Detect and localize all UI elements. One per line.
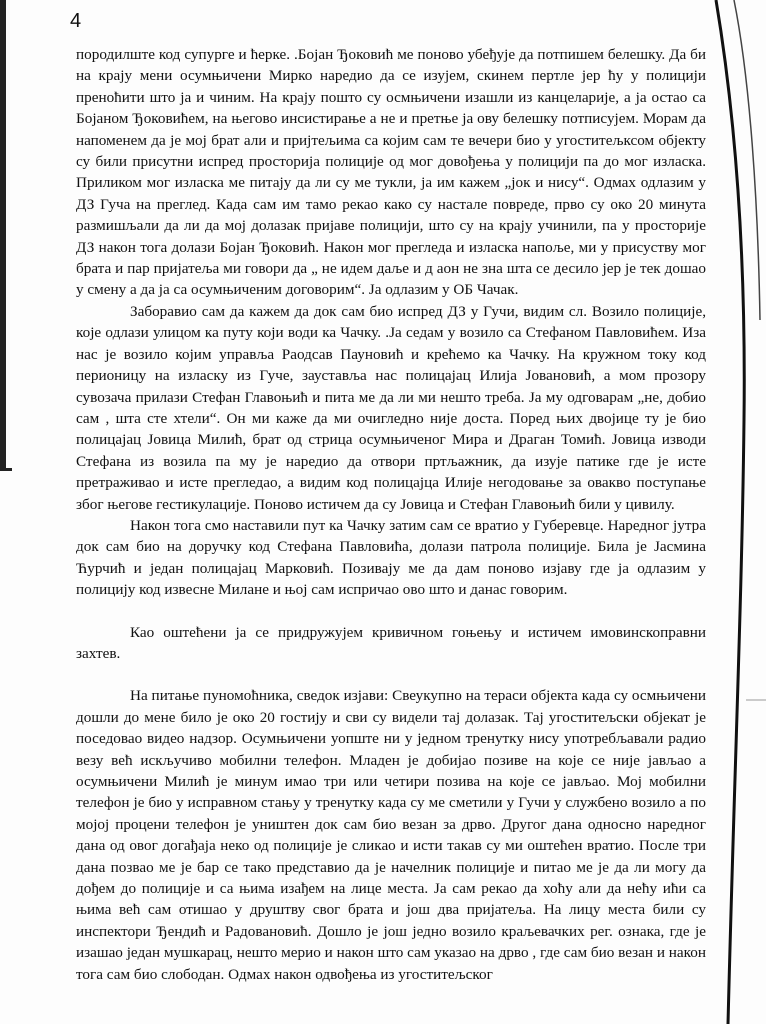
- page-right-curl: [706, 0, 766, 1024]
- page-number: 4: [70, 10, 82, 32]
- document-body: [76, 44, 706, 985]
- paragraph-3: Након тога смо наставили пут ка Чачку затим сам се вратио у Губеревце. Наредног јутра док сам био на доручку код Стефана Павловића, долази патрола полиције. Била је Јасмина Ћурчић и један полицајац Марковић. Позивају ме да дам поново изјаву где ја одлазим у полицију код извесне Милане и њој сам испричао ово што и данас говорим.: [76, 516, 706, 599]
- paragraph-2: Заборавио сам да кажем да док сам био испред ДЗ у Гучи, видим сл. Возило полиције, које одлази улицом ка путу који води ка Чачку. .Ја седам у возило са Стефаном Павловићем. Иза нас је возило којим управља Раодсав Пауновић и крећемо ка Чачку. На кружном току код перионицу на изласку из Гуче, зауставља нас полицајац Илија Јовановић, а мом прозору сувозача прилази Стефан Главоњић и пита ме да ли ми нешто треба. Ја му одговарам „не, добио сам , шта сте хтели“. Он ми каже да ми очигледно није доста. Поред њих двојице ту је био полицајац Јовица Милић, брат од стрица осумњиченог Мира и Драган Томић. Јовица изводи Стефана из возила па му је наредио да отвори пртљажник, да изује патике где је исте претраживао и исте прегледао, а видим код полицајца Илије негодовање за овакво поступање због његове гестикулације. Поново истичем да су Јовица и Стефан Главоњић били у цивилу.: [76, 302, 706, 513]
- paragraph-1: породилште код супурге и ћерке. .Бојан Ђоковић ме поново убеђује да потпишем белешку. Да би на крају мени осумњичени Мирко наредио да се изујем, скинем пертле јер ћу у полицији преноћити што ја и чиним. На крају пошто су осмњичени изашли из канцеларије, а ја остао са Бојаном Ђоковићем, на његово инсистирање а не и претње ја ову белешку потписујем. Морам да напоменем да је мој брат али и пријтељима са којим сам те вечери био у угоститељксом објекту су били присутни испред просторија полиције од мог довођења у полицији па до мог изласка. Приликом мог изласка ме питају да ли су ме тукли, ја им кажем „јок и нису“. Одмах одлазим у ДЗ Гуча на преглед. Када сам им тамо рекао како су настале повреде, прво су око 20 минута размишљали да ли да мој долазак пријаве полицији, што су на крају учинили, па у просторије ДЗ након тога долази Бојан Ђоковић. Након мог прегледа и изласка напоље, ми у присуству мог брата и пар пријатеља ми говори да „ не идем даље и д аон не зна шта се десило јер је тек дошао у смену а да ја са осумњиченим договорим“. Ја одлазим у ОБ Чачак.: [76, 46, 706, 299]
- page-left-shadow-tick: [0, 468, 12, 471]
- paragraph-gap: [76, 601, 706, 622]
- paragraph-gap: [76, 664, 706, 685]
- paragraph-4: Као оштећени ја се придружујем кривичном гоњењу и истичем имовинскоправни захтев.: [76, 623, 706, 662]
- page-left-shadow: [0, 0, 6, 470]
- paragraph-5: На питање пуномоћника, сведок изјави: Свеукупно на тераси објекта када су осмњичени дошли до мене било је око 20 гостију и сви су видели тај долазак. Тај угоститељски објекат је поседовао видео надзор. Осумњичени уопште ни у једном тренутку нису употребљавали радио везу већ искључиво мобилни телефон. Младен је добијао позиве на које се није јављао а осумњичени Милић је минум имао три или четири позива на које се јављао. Мој мобилни телефон је био у исправном стању у тренутку када су ме сметили у Гучи у службено возило а по мојој процени телефон је уништен док сам био везан за дрво. Другог дана односно наредног дана од овог догађаја неко од полиције је сликао и исти такав су ми оштећен вратио. После три дана позвао ме је бар се тако представио да је начелник полиције и питао ме је да ли могу да дођем до полиције и са њима изађем на лице места. Ја сам рекао да хоћу али да нећу ићи са њима већ сам отишао у друштву свог брата и још два пријатеља. На лицу места били су инспектори Ђендић и Радовановић. Дошло је још једно возило краљевачких рег. ознака, где је изашао један мушкарац, нешто мерио и након што сам указао на дрво , где сам био везан и након тога сам био слободан. Одмах након одвођења из угоститељског: [76, 687, 706, 983]
